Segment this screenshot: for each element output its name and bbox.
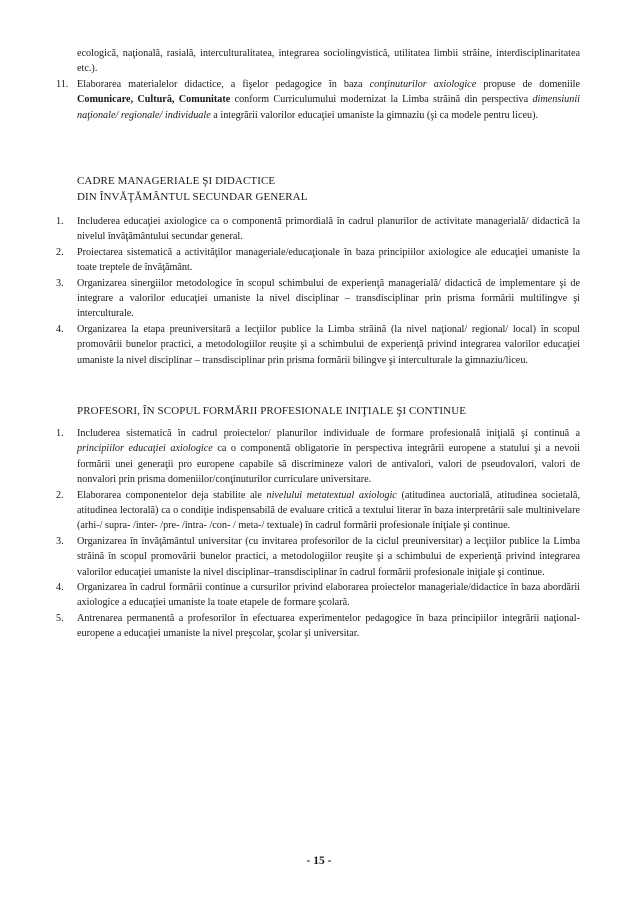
text-run: propuse de domeniile	[476, 78, 580, 90]
heading-line-2: DIN ÎNVĂŢĂMÂNTUL SECUNDAR GENERAL	[77, 190, 308, 203]
text-run: Organizarea sinergiilor metodologice în scopul schimbului de experienţă managerială/ didactică de implementare şi de integrare a valorilor educaţiei umaniste la nivel disciplinar – transdisciplinar prin prisma formării multilingve şi interculturale.	[77, 277, 580, 320]
list-item	[56, 534, 580, 580]
text-run: Elaborarea materialelor didactice, a fişelor pedagogice în baza	[77, 78, 370, 90]
item-text	[77, 324, 580, 366]
italic-text: conţinuturilor axiologice	[369, 78, 477, 90]
text-run: ca o componentă obligatorie în perspectiva integrării europene a statului şi a nevoii formării unei generaţii pro europene capabile să discrimineze valori de antivalori, valori de pseudovalori, valori de nonvalori prin prisma domeniilor/conţinuturilor curriculare universitare.	[77, 443, 581, 486]
item-text	[77, 613, 580, 639]
section-1	[56, 46, 580, 123]
text-run: (atitudinea auctorială, atitudinea societală, atitudinea lectorală) ca o condiţie indispensabilă de evaluare critică a textului literar în baza interpretării sale multinivelare (arhi-/ supra- /inter- /pre- /intra- /con- / meta-/ textuale) în cadrul formării profesionale iniţiale şi continue.	[77, 489, 580, 532]
list-item	[56, 276, 580, 322]
section-3-heading: PROFESORI, ÎN SCOPUL FORMĂRII PROFESIONALE INIŢIALE ŞI CONTINUE	[77, 405, 467, 417]
item-number: 5.	[56, 612, 64, 624]
item-number: 3.	[56, 535, 64, 547]
text-run: a integrării valorilor educaţiei umaniste la gimnaziu (şi ca modele pentru liceu).	[210, 109, 539, 121]
list-item-11	[56, 77, 580, 123]
text-run: Organizarea în cadrul formării continue a cursurilor privind elaborarea proiectelor manageriale/didactice în baza abordării axiologice a educaţiei umaniste la toate etapele de formare şcolară.	[77, 582, 580, 609]
italic-text: dimensiunii naţionale/ regionale/ individuale	[77, 94, 580, 121]
item-number: 4.	[56, 582, 64, 594]
item-number: 1.	[56, 216, 64, 227]
text-run: Elaborarea componentelor deja stabilite ale	[77, 489, 267, 501]
item-number: 2.	[56, 489, 64, 501]
item-text	[77, 278, 580, 320]
item-text	[77, 48, 580, 74]
list-item	[56, 245, 580, 276]
section-2-heading	[77, 174, 577, 205]
list-item	[56, 611, 580, 642]
section-3-list	[56, 426, 580, 642]
text-run: Organizarea la etapa preuniversitară a lecţiilor publice la Limba străină (la nivel naţional/ regional/ local) în scopul promovării bunelor practici, a metodologiilor reuşite şi a schimbului de experienţă privind integrarea valorilor educaţiei umaniste la nivel disciplinar – transdisciplinar prin prisma formării bilingve şi interculturale la gimnaziu/liceu.	[77, 323, 580, 366]
section-2-list	[56, 214, 580, 368]
item-text	[77, 536, 580, 578]
item-number: 4.	[56, 323, 64, 335]
item-text	[77, 216, 580, 242]
italic-text: nivelului metatextual axiologic	[266, 489, 397, 501]
item-text	[77, 582, 580, 608]
item-number: 3.	[56, 277, 64, 289]
italic-text: principiilor educaţiei axiologice	[77, 443, 213, 455]
item-text	[77, 247, 580, 273]
list-item	[56, 426, 580, 488]
text-run: Includerea educaţiei axiologice ca o componentă primordială în cadrul planurilor de activitate managerială/ didactică la nivelul învăţământului secundar general.	[77, 216, 580, 243]
list-item	[56, 488, 580, 534]
item-number: 11.	[56, 78, 69, 90]
list-item	[56, 214, 580, 245]
text-run: Includerea sistematică în cadrul proiectelor/ planurilor individuale de formare profesională iniţială şi continuă a	[77, 428, 580, 439]
text-run: ecologică, naţională, rasială, interculturalitatea, integrarea sociolingvistică, utilitatea limbii străine, interdisciplinaritatea etc.).	[77, 48, 580, 75]
text-run: conform Curriculumului modernizat la Limba străină din perspectiva	[230, 94, 533, 106]
item-text	[77, 79, 580, 121]
text-run: Antrenarea permanentă a profesorilor în efectuarea experimentelor pedagogice în baza principiilor integrării naţional-europene a educaţiei umaniste la nivel preşcolar, şcolar şi universitar.	[77, 612, 580, 640]
list-item	[56, 322, 580, 368]
text-run: Organizarea în învăţământul universitar (cu invitarea profesorilor de la ciclul preuniversitar) a lecţiilor publice la Limba străină în scopul promovării bunelor practici, a metodologiilor reuşite şi a schimbului de experienţă privind integrarea valorilor educaţiei umaniste la nivel disciplinar–transdisciplinar în cadrul formării profesionale iniţiale şi continue.	[77, 535, 580, 578]
page-number: - 15 -	[306, 855, 332, 867]
bold-text: Comunicare, Cultură, Comunitate	[77, 94, 231, 106]
item-number: 2.	[56, 246, 64, 258]
item-text	[77, 490, 580, 532]
list-item-continuation	[56, 46, 580, 77]
list-item	[56, 580, 580, 611]
heading-line-1: CADRE MANAGERIALE ŞI DIDACTICE	[77, 175, 276, 187]
text-run: Proiectarea sistematică a activităţilor manageriale/educaţionale în baza principiilor axiologice ale educaţiei umaniste la toate treptele de învăţământ.	[77, 246, 580, 274]
item-text	[77, 428, 580, 485]
item-number: 1.	[56, 428, 64, 439]
